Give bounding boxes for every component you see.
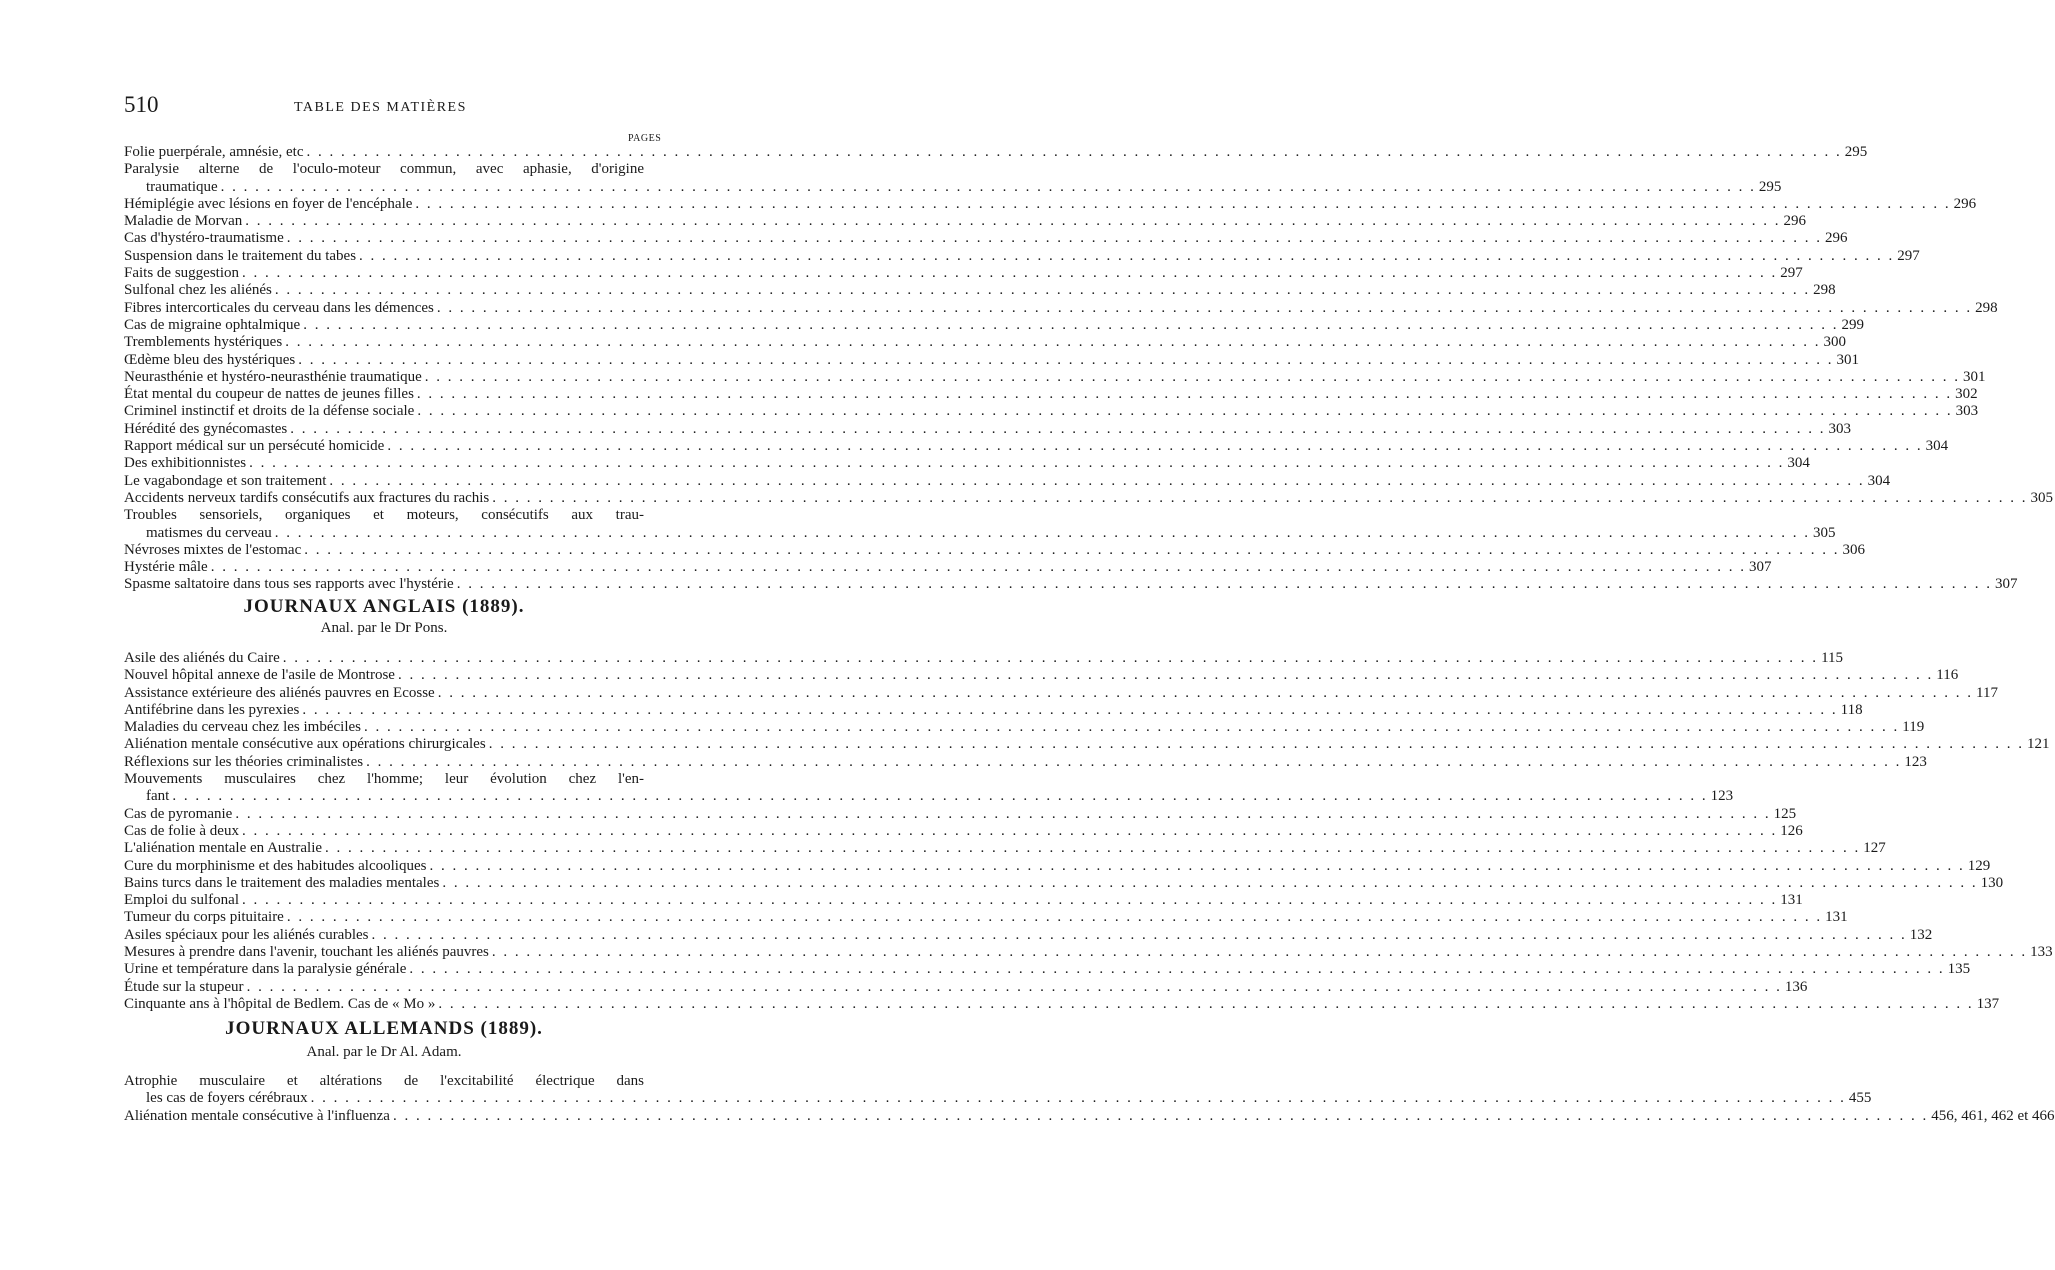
toc-entry-title: Folie puerpérale, amnésie, etc — [124, 144, 304, 160]
toc-block-english — [124, 650, 2053, 1013]
toc-entry-page: 301 — [1963, 368, 1986, 385]
toc-entry-title: Sulfonal chez les aliénés — [124, 282, 272, 299]
toc-entry-page: 455 — [1848, 1090, 1872, 1107]
toc-entry-title: Hérédité des gynécomastes — [124, 420, 288, 437]
dot-leader — [438, 685, 1973, 702]
dot-leader — [442, 875, 1977, 892]
dot-leader — [275, 282, 1810, 299]
toc-entry-title: Asiles spéciaux pour les aliénés curables — [124, 926, 369, 943]
toc-entry-page: 121 — [2026, 736, 2050, 753]
toc-entry — [124, 247, 1920, 265]
page-header — [124, 92, 644, 118]
dot-leader — [221, 179, 1756, 196]
dot-leader — [425, 369, 1960, 386]
dot-leader — [393, 1108, 1928, 1125]
toc-entry — [124, 892, 1803, 909]
section-subtitle-english: Anal. par le Dr Pons. — [320, 620, 448, 636]
page-number: 510 — [124, 92, 159, 117]
dot-leader — [489, 736, 2024, 753]
toc-entry-title: Suspension dans le traitement du tabes — [124, 247, 357, 264]
toc-entry-page: 136 — [1784, 978, 1808, 995]
dot-leader — [285, 334, 1820, 351]
toc-entry-page: 306 — [1842, 541, 1865, 558]
dot-leader — [325, 840, 1860, 857]
section-title-english: JOURNAUX ANGLAIS (1889). — [243, 596, 525, 617]
toc-entry-page: 299 — [1841, 316, 1864, 333]
toc-entry — [124, 840, 1886, 857]
dot-leader — [387, 438, 1922, 455]
toc-entry-title: les cas de foyers cérébraux — [146, 1090, 308, 1107]
toc-entry-title: Maladie de Morvan — [124, 213, 243, 230]
toc-entry-page: 295 — [1844, 144, 1868, 160]
toc-entry-title: Névroses mixtes de l'estomac — [124, 541, 302, 558]
dot-leader — [438, 996, 1973, 1013]
toc-entry — [124, 944, 2053, 961]
toc-entry-title: Bains turcs dans le traitement des maladies mentales — [124, 874, 440, 891]
toc-entry — [124, 195, 1977, 213]
dot-leader — [409, 961, 1944, 978]
toc-entry — [124, 334, 1846, 351]
dot-leader — [398, 667, 1933, 684]
dot-leader — [287, 909, 1822, 926]
toc-entry-page: 295 — [1758, 178, 1782, 195]
toc-entry-page: 123 — [1710, 788, 1734, 805]
dot-leader — [492, 944, 2027, 961]
toc-entry-title: Des exhibitionnistes — [124, 455, 247, 472]
toc-entry — [124, 420, 1852, 438]
dot-leader — [415, 196, 1950, 213]
toc-entry-page: 133 — [2030, 944, 2053, 961]
dot-leader — [298, 352, 1833, 369]
toc-entry-title: Hémiplégie avec lésions en foyer de l'encéphale — [124, 195, 413, 212]
toc-entry-title: Tremblements hystériques — [124, 334, 283, 351]
dot-leader — [372, 927, 1907, 944]
toc-entry-title: Accidents nerveux tardifs consécutifs aux fractures du rachis — [124, 489, 490, 506]
toc-entry-page: 130 — [1980, 874, 2004, 891]
toc-entry-title: Mesures à prendre dans l'avenir, touchant les aliénés pauvres — [124, 944, 489, 961]
toc-block-german — [124, 1073, 2055, 1125]
toc-entry-page: 303 — [1955, 403, 1979, 420]
toc-entry-page: 131 — [1825, 909, 1848, 926]
toc-entry-title: Cure du morphinisme et des habitudes alcooliques — [124, 857, 427, 874]
toc-entry-title: Neurasthénie et hystéro-neurasthénie traumatique — [124, 368, 422, 385]
toc-entry — [124, 857, 1991, 875]
toc-entry-title: Nouvel hôpital annexe de l'asile de Montrose — [124, 667, 395, 684]
toc-entry — [124, 805, 1797, 823]
toc-entry — [124, 144, 1868, 161]
toc-entry — [124, 822, 1803, 840]
dot-leader — [303, 317, 1838, 334]
toc-entry-title: Assistance extérieure des aliénés pauvres en Ecosse — [124, 684, 435, 701]
toc-entry — [124, 403, 1979, 420]
toc-entry-page: 298 — [1813, 282, 1836, 299]
toc-entry — [124, 909, 1848, 926]
toc-entry-title: L'aliénation mentale en Australie — [124, 840, 323, 857]
toc-block-french — [124, 144, 2054, 594]
toc-entry-page: 301 — [1836, 351, 1859, 368]
running-title: TABLE DES MATIÈRES — [294, 100, 467, 115]
toc-entry-page: 456, 461, 462 et 466 — [1931, 1107, 2055, 1124]
dot-leader — [417, 403, 1952, 420]
dot-leader — [366, 754, 1901, 771]
toc-entry — [124, 719, 1925, 736]
toc-entry — [124, 351, 1859, 369]
dot-leader — [329, 473, 1864, 490]
toc-entry-title: Le vagabondage et son traitement — [124, 472, 327, 489]
dot-leader — [275, 525, 1810, 542]
toc-entry-title: Spasme saltatoire dans tous ses rapports avec l'hystérie — [124, 576, 454, 593]
dot-leader — [245, 213, 1780, 230]
toc-entry-page: 129 — [1967, 857, 1991, 874]
dot-leader — [311, 1090, 1846, 1107]
toc-entry-title: fant — [146, 788, 170, 805]
dot-leader — [242, 265, 1777, 282]
toc-entry-title: Cas de folie à deux — [124, 822, 239, 839]
toc-entry-title: État mental du coupeur de nattes de jeunes filles — [124, 386, 414, 403]
toc-entry — [124, 961, 1971, 978]
toc-entry — [124, 438, 1949, 455]
toc-entry — [124, 455, 1810, 472]
toc-entry — [124, 926, 1933, 944]
toc-entry-title: Fibres intercorticales du cerveau dans les démences — [124, 299, 434, 316]
toc-entry-title: Aliénation mentale consécutive à l'influenza — [124, 1107, 390, 1124]
toc-entry — [124, 541, 1865, 559]
toc-entry-title: Œdème bleu des hystériques — [124, 351, 296, 368]
toc-entry-title-line1: Atrophie musculaire et altérations de l'excitabilité électrique dans — [124, 1073, 644, 1089]
toc-entry-page: 307 — [1994, 576, 2018, 593]
toc-entry — [124, 576, 2018, 593]
toc-entry-page: 304 — [1925, 438, 1949, 455]
toc-entry-page: 307 — [1748, 559, 1772, 576]
toc-entry-page: 297 — [1897, 247, 1920, 264]
toc-entry — [124, 559, 1772, 576]
toc-entry — [124, 489, 2054, 507]
toc-entry-title: Cas d'hystéro-traumatisme — [124, 230, 284, 247]
toc-entry-page: 131 — [1780, 892, 1803, 909]
toc-entry-title: Emploi du sulfonal — [124, 892, 239, 909]
dot-leader — [172, 788, 1707, 805]
toc-entry-title: Faits de suggestion — [124, 265, 239, 282]
toc-entry — [124, 230, 1848, 247]
toc-entry — [124, 265, 1803, 282]
toc-entry — [124, 213, 1807, 230]
toc-entry-title: matismes du cerveau — [146, 524, 272, 541]
toc-entry-page: 127 — [1863, 840, 1886, 857]
toc-entry-page: 126 — [1780, 822, 1803, 839]
dot-leader — [290, 421, 1825, 438]
toc-entry — [124, 995, 2000, 1013]
toc-entry — [124, 282, 1836, 299]
toc-entry-page: 304 — [1787, 455, 1810, 472]
toc-entry — [124, 386, 1978, 403]
dot-leader — [364, 719, 1899, 736]
toc-entry — [124, 472, 1891, 490]
toc-entry-title: Cas de migraine ophtalmique — [124, 316, 301, 333]
toc-entry-title: Criminel instinctif et droits de la défense sociale — [124, 403, 415, 420]
toc-entry-page: 117 — [1976, 684, 1998, 701]
dot-leader — [304, 542, 1839, 559]
toc-entry — [124, 1073, 1872, 1108]
dot-leader — [283, 650, 1818, 667]
toc-entry-page: 116 — [1936, 667, 1959, 684]
toc-entry-page: 135 — [1947, 961, 1971, 978]
dot-leader — [417, 386, 1952, 403]
dot-leader — [242, 823, 1777, 840]
toc-entry — [124, 701, 1863, 719]
toc-entry — [124, 1107, 2055, 1125]
toc-entry-page: 137 — [1976, 995, 2000, 1012]
toc-entry-title: Asile des aliénés du Caire — [124, 650, 280, 666]
dot-leader — [287, 230, 1822, 247]
dot-leader — [247, 979, 1782, 996]
toc-entry — [124, 753, 1927, 771]
toc-entry — [124, 299, 1998, 317]
dot-leader — [437, 300, 1972, 317]
toc-entry-page: 298 — [1975, 299, 1998, 316]
toc-entry-title: Aliénation mentale consécutive aux opérations chirurgicales — [124, 736, 486, 753]
toc-entry-page: 302 — [1955, 386, 1978, 403]
toc-entry-title: Réflexions sur les théories criminalistes — [124, 753, 364, 770]
dot-leader — [359, 248, 1894, 265]
toc-entry-page: 118 — [1840, 701, 1863, 718]
pages-column-label: PAGES — [628, 133, 662, 144]
toc-entry — [124, 650, 1844, 667]
section-subtitle-german: Anal. par le Dr Al. Adam. — [306, 1044, 462, 1060]
dot-leader — [211, 559, 1746, 576]
toc-entry-page: 305 — [1813, 524, 1836, 541]
toc-entry-title: Maladies du cerveau chez les imbéciles — [124, 719, 361, 736]
toc-entry-page: 125 — [1773, 805, 1797, 822]
toc-entry-title: Cas de pyromanie — [124, 805, 233, 822]
toc-entry-page: 296 — [1825, 230, 1848, 247]
toc-entry — [124, 736, 2050, 753]
toc-entry-title: Antifébrine dans les pyrexies — [124, 701, 300, 718]
section-title-german: JOURNAUX ALLEMANDS (1889). — [225, 1018, 543, 1039]
toc-entry — [124, 161, 1782, 196]
toc-entry-page: 123 — [1904, 753, 1927, 770]
dot-leader — [235, 806, 1770, 823]
toc-entry — [124, 667, 1959, 684]
toc-entry-page: 296 — [1783, 213, 1807, 230]
toc-entry-page: 297 — [1780, 265, 1803, 282]
toc-entry — [124, 368, 1986, 386]
toc-entry — [124, 874, 2004, 892]
dot-leader — [429, 858, 1964, 875]
toc-entry-title-line1: Mouvements musculaires chez l'homme; leur évolution chez l'en- — [124, 771, 644, 788]
toc-entry-title: traumatique — [146, 178, 218, 195]
toc-entry-page: 305 — [2030, 489, 2054, 506]
toc-entry — [124, 684, 1998, 702]
toc-entry-title: Urine et température dans la paralysie générale — [124, 961, 407, 978]
dot-leader — [249, 455, 1784, 472]
dot-leader — [242, 892, 1777, 909]
toc-entry-page: 303 — [1828, 420, 1852, 437]
toc-entry — [124, 507, 1836, 542]
toc-entry-title: Étude sur la stupeur — [124, 978, 244, 995]
toc-entry-page: 296 — [1953, 195, 1977, 212]
toc-entry — [124, 978, 1808, 996]
toc-entry-page: 115 — [1821, 650, 1844, 666]
dot-leader — [307, 144, 1842, 161]
toc-entry-page: 300 — [1823, 334, 1846, 351]
toc-entry-title-line1: Troubles sensoriels, organiques et moteurs, consécutifs aux trau- — [124, 507, 644, 524]
dot-leader — [457, 576, 1992, 593]
toc-entry-page: 119 — [1902, 719, 1925, 736]
toc-entry — [124, 316, 1864, 334]
toc-entry-title: Cinquante ans à l'hôpital de Bedlem. Cas de « Mo » — [124, 995, 436, 1012]
toc-entry — [124, 771, 1734, 806]
dot-leader — [302, 702, 1837, 719]
dot-leader — [492, 490, 2027, 507]
toc-entry-title: Hystérie mâle — [124, 559, 208, 576]
toc-entry-title-line1: Paralysie alterne de l'oculo-moteur commun, avec aphasie, d'origine — [124, 161, 644, 178]
toc-entry-page: 304 — [1867, 472, 1891, 489]
toc-entry-title: Tumeur du corps pituitaire — [124, 909, 284, 926]
toc-entry-title: Rapport médical sur un persécuté homicide — [124, 438, 385, 455]
toc-entry-page: 132 — [1909, 926, 1933, 943]
